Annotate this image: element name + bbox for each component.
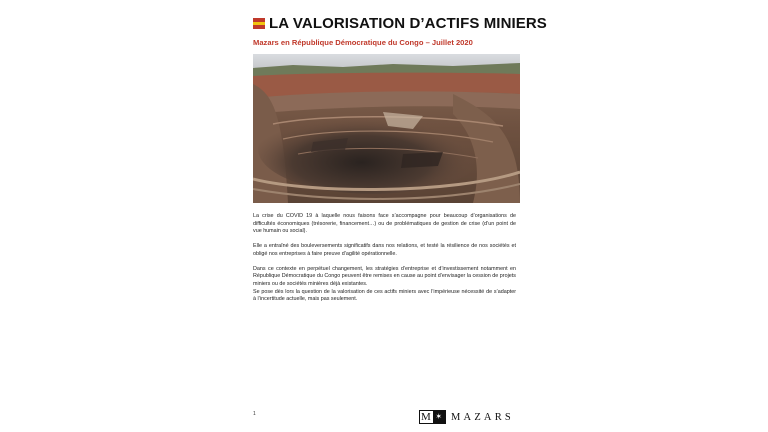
mazars-logo [419,410,514,424]
page-subtitle: Mazars en République Démocratique du Congo – Juillet 2020 [253,38,473,47]
title-row [253,15,547,32]
page-title: LA VALORISATION D’ACTIFS MINIERS [269,15,547,32]
logo-initial: M [421,411,431,423]
paragraph: Dans ce contexte en perpétuel changement, les stratégies d’entreprise et d’investissement notamment en République Démocratique du Congo peuvent être remises en cause au point d’envisager la cession de projets miniers ou de sociétés minières déjà existantes. [253,265,516,287]
paragraph: Se pose dès lors la question de la valorisation de ces actifs miniers avec l’impérieuse nécessité de s’adapter à l’incertitude actuelle, mais pas seulement. [253,288,516,303]
paragraph: Elle a entraîné des bouleversements significatifs dans nos relations, et testé la résilience de nos sociétés et obligé nos entreprises à faire preuve d’agilité opérationnelle. [253,243,516,257]
paragraph: La crise du COVID 19 à laquelle nous faisons face s’accompagne pour beaucoup d’organisations de difficultés économiques (trésorerie, financement…) ou de problématiques de gestion de crise (d’un point de vue humain ou social). [253,213,516,235]
article-body [253,213,516,311]
logo-mark [419,410,446,424]
flag-icon [253,18,265,29]
mine-photo [253,54,520,203]
page-number: 1 [253,411,256,417]
star-icon: ✶ [433,411,445,423]
logo-name: MAZARS [451,411,514,423]
